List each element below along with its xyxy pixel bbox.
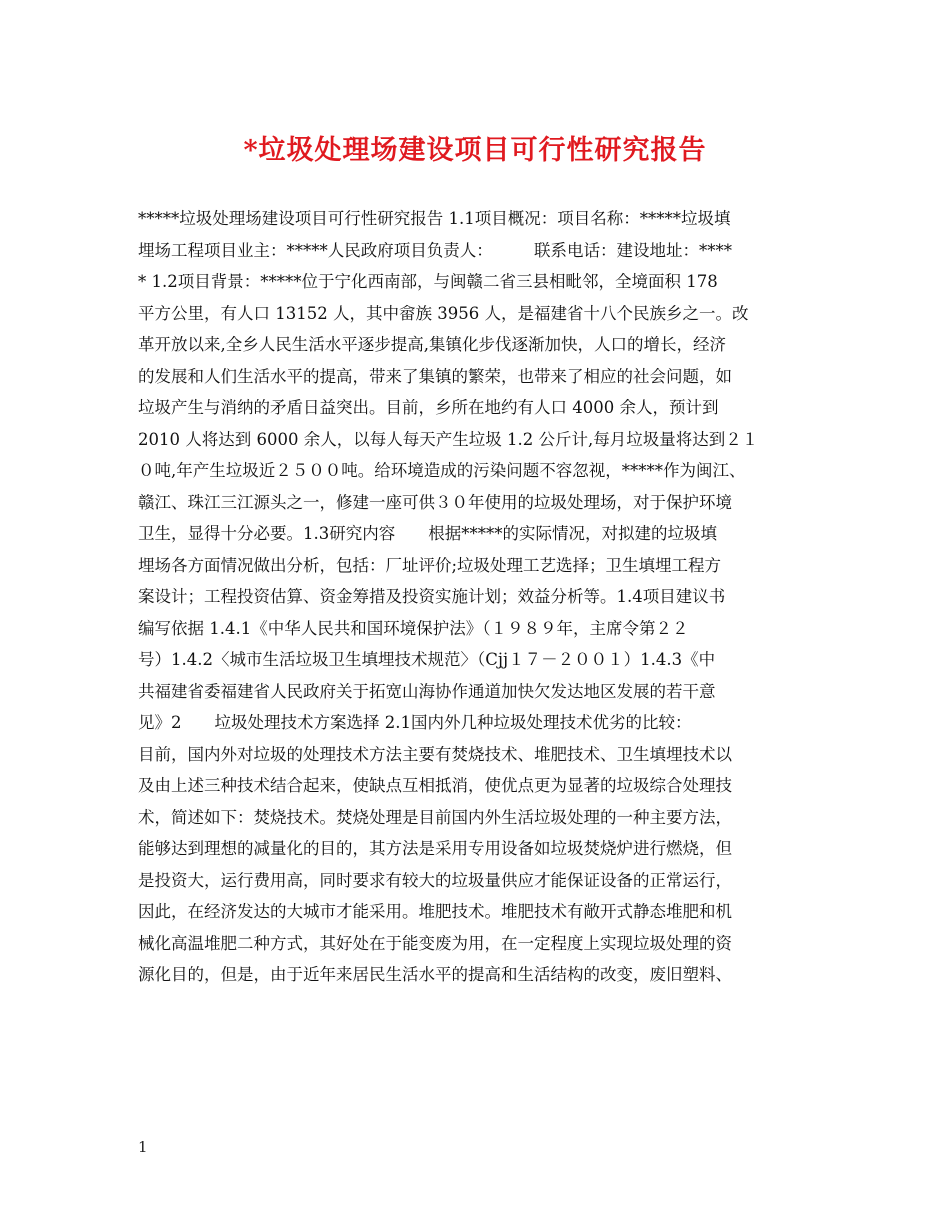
body-line: 的发展和人们生活水平的提高，带来了集镇的繁荣，也带来了相应的社会问题，如: [138, 366, 732, 386]
body-line: 是投资大，运行费用高，同时要求有较大的垃圾量供应才能保证设备的正常运行，: [138, 870, 732, 890]
body-line: 垃圾产生与消纳的矛盾日益突出。目前，乡所在地约有人口 4000 余人，预计到: [138, 398, 719, 417]
body-line: 源化目的，但是，由于近年来居民生活水平的提高和生活结构的改变，废旧塑料、: [138, 965, 732, 984]
body-line: 案设计；工程投资估算、资金筹措及投资实施计划；效益分析等。1.4项目建议书: [138, 587, 726, 606]
body-line: ０吨,年产生垃圾近２５００吨。给环境造成的污染问题不容忽视，*****作为闽江、: [138, 461, 746, 480]
document-body: [138, 203, 818, 991]
body-line: 赣江、珠江三江源头之一，修建一座可供３０年使用的垃圾处理场，对于保护环境: [138, 492, 732, 512]
body-line: 编写依据 1.4.1《中华人民共和国环境保护法》（１９８９年，主席令第２２: [138, 618, 689, 638]
body-line: 目前，国内外对垃圾的处理技术方法主要有焚烧技术、堆肥技术、卫生填埋技术以: [138, 744, 732, 764]
body-line: 能够达到理想的减量化的目的，其方法是采用专用设备如垃圾焚烧炉进行燃烧，但: [138, 839, 732, 858]
body-line: 埋场各方面情况做出分析，包括：厂址评价;垃圾处理工艺选择；卫生填埋工程方: [138, 555, 722, 575]
document-title: *垃圾处理场建设项目可行性研究报告: [243, 135, 707, 166]
body-line: 共福建省委福建省人民政府关于拓宽山海协作通道加快欠发达地区发展的若干意: [138, 681, 716, 701]
body-line: 革开放以来,全乡人民生活水平逐步提高,集镇化步伐逐渐加快，人口的增长，经济: [138, 335, 726, 354]
body-line: 术，简述如下：焚烧技术。焚烧处理是目前国内外生活垃圾处理的一种主要方法，: [138, 807, 732, 827]
body-line: 平方公里，有人口 13152 人，其中畲族 3956 人，是福建省十八个民族乡之一。改: [138, 303, 749, 323]
body-line: 及由上述三种技术结合起来，使缺点互相抵消，使优点更为显著的垃圾综合处理技: [138, 776, 732, 795]
body-line: 因此，在经济发达的大城市才能采用。堆肥技术。堆肥技术有敞开式静态堆肥和机: [138, 902, 732, 921]
body-line: * 1.2项目背景：*****位于宁化西南部，与闽赣二省三县相毗邻，全境面积 178: [138, 272, 718, 291]
body-line: 2010 人将达到 6000 余人，以每人每天产生垃圾 1.2 公斤计,每月垃圾量将达到２１: [138, 429, 759, 449]
body-line: 卫生，显得十分必要。1.3研究内容 根据*****的实际情况，对拟建的垃圾填: [138, 524, 717, 543]
body-line: 械化高温堆肥二种方式，其好处在于能变废为用，在一定程度上实现垃圾处理的资: [138, 933, 732, 953]
page-number: 1: [138, 1138, 148, 1156]
body-line: 号）1.4.2〈城市生活垃圾卫生填埋技术规范〉（Cjj１７－２００１）1.4.3《中: [138, 650, 716, 669]
body-line: 见》2 垃圾处理技术方案选择 2.1国内外几种垃圾处理技术优劣的比较：: [138, 713, 692, 732]
body-line: *****垃圾处理场建设项目可行性研究报告 1.1项目概况：项目名称：*****垃圾填: [138, 209, 731, 228]
body-line: 埋场工程项目业主：*****人民政府项目负责人： 联系电话：建设地址：****: [138, 240, 732, 260]
